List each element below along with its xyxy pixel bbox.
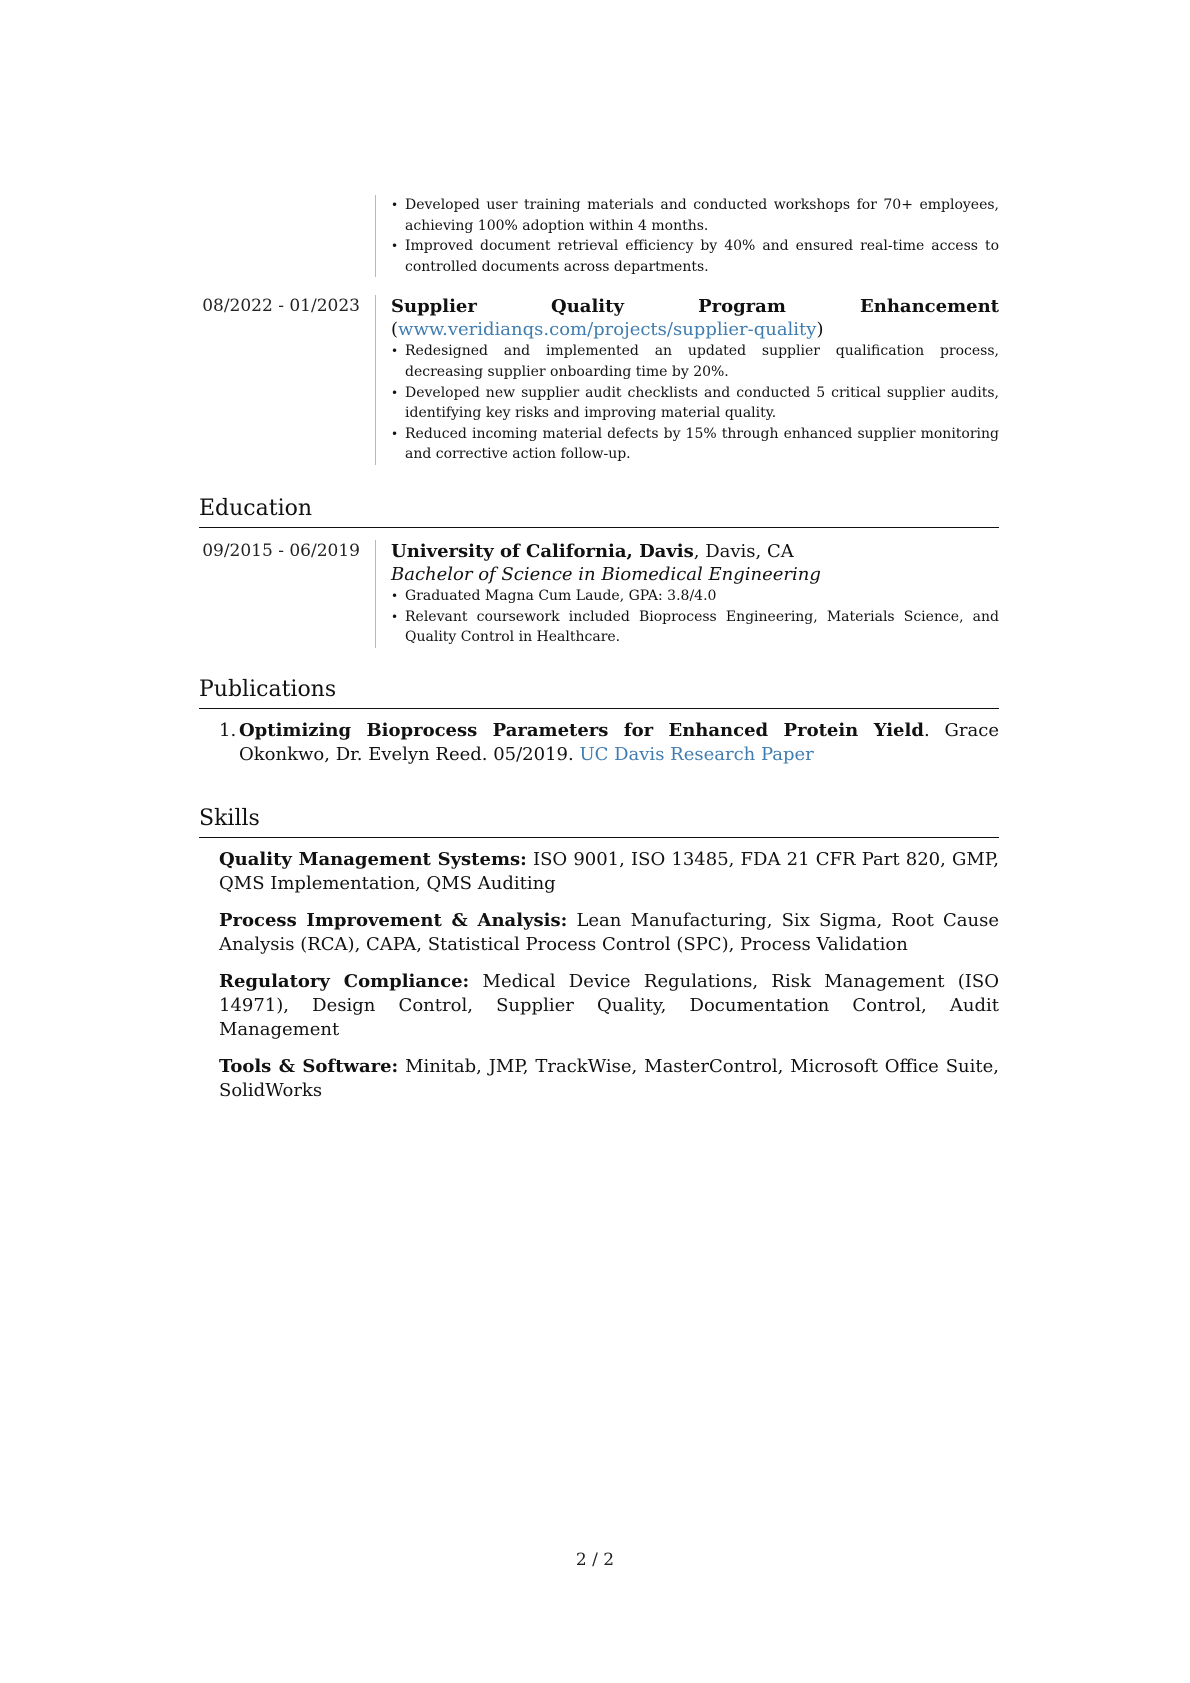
bullet-list — [391, 586, 999, 648]
entry-body — [375, 195, 999, 277]
skill-item — [219, 1055, 999, 1103]
education-section — [199, 495, 999, 648]
section-heading-education: Education — [199, 495, 999, 528]
bullet-item: • Improved document retrieval efficiency by 40% and ensured real-time access to controlled documents across departments. — [391, 236, 999, 277]
skill-value: ISO 9001, ISO 13485, FDA 21 CFR Part 820, GMP, QMS Implementation, QMS Auditing — [219, 848, 999, 894]
institution-location: , Davis, CA — [693, 540, 794, 562]
degree: Bachelor of Science in Biomedical Engineering — [391, 563, 821, 585]
skill-value: Minitab, JMP, TrackWise, MasterControl, Microsoft Office Suite, SolidWorks — [219, 1055, 999, 1101]
skill-item — [219, 848, 999, 896]
entry-body — [375, 540, 999, 648]
skills-list — [219, 848, 999, 1103]
project-title: Supplier Quality Program Enhancement — [391, 296, 999, 318]
skill-label: Process Improvement & Analysis: — [219, 909, 568, 931]
project-entry — [199, 295, 999, 465]
section-heading-publications: Publications — [199, 676, 999, 709]
project-link[interactable]: www.veridianqs.com/projects/supplier-quality — [398, 319, 817, 341]
skill-value: Lean Manufacturing, Six Sigma, Root Cause Analysis (RCA), CAPA, Statistical Process Control (SPC), Process Validation — [219, 909, 999, 955]
publication-details: . Grace Okonkwo, Dr. Evelyn Reed. 05/2019. — [239, 719, 999, 765]
link-paren-open: ( — [391, 319, 399, 341]
project-title-line — [391, 295, 999, 341]
section-heading-skills: Skills — [199, 805, 999, 838]
bullet-list — [391, 341, 999, 465]
institution-name: University of California, Davis — [391, 540, 694, 562]
entry-body — [375, 295, 999, 465]
education-entry — [199, 540, 999, 648]
publication-item — [219, 719, 999, 767]
institution-line — [391, 540, 999, 563]
publication-link[interactable]: UC Davis Research Paper — [579, 743, 814, 765]
entry-date — [199, 195, 375, 277]
skill-item — [219, 970, 999, 1042]
bullet-item: • Developed user training materials and conducted workshops for 70+ employees, achieving 100% adoption within 4 months. — [391, 195, 999, 236]
skill-item — [219, 909, 999, 957]
publication-list — [219, 719, 999, 767]
skill-label: Regulatory Compliance: — [219, 970, 470, 992]
experience-entry-continued — [199, 195, 999, 277]
publications-section — [199, 676, 999, 767]
entry-date: 09/2015 - 06/2019 — [202, 540, 360, 561]
bullet-item: • Redesigned and implemented an updated supplier qualification process, decreasing supplier onboarding time by 20%. — [391, 341, 999, 382]
bullet-list — [391, 195, 999, 277]
entry-date: 08/2022 - 01/2023 — [202, 296, 360, 317]
skills-section — [199, 805, 999, 1103]
skill-label: Quality Management Systems: — [219, 848, 527, 870]
publication-title: Optimizing Bioprocess Parameters for Enhanced Protein Yield — [239, 719, 924, 741]
bullet-item: • Graduated Magna Cum Laude, GPA: 3.8/4.0 — [391, 586, 999, 607]
bullet-item: • Relevant coursework included Bioprocess Engineering, Materials Science, and Quality Control in Healthcare. — [391, 607, 999, 648]
resume-page — [199, 195, 999, 1116]
bullet-item: • Reduced incoming material defects by 15% through enhanced supplier monitoring and corrective action follow-up. — [391, 424, 999, 465]
publication-number: 1. — [219, 719, 237, 741]
link-paren-close: ) — [816, 319, 824, 341]
skill-label: Tools & Software: — [219, 1055, 399, 1077]
bullet-item: • Developed new supplier audit checklists and conducted 5 critical supplier audits, identifying key risks and improving material quality. — [391, 383, 999, 424]
skill-value: Medical Device Regulations, Risk Management (ISO 14971), Design Control, Supplier Quality, Documentation Control, Audit Management — [219, 970, 999, 1040]
page-number: 2 / 2 — [575, 1550, 615, 1570]
